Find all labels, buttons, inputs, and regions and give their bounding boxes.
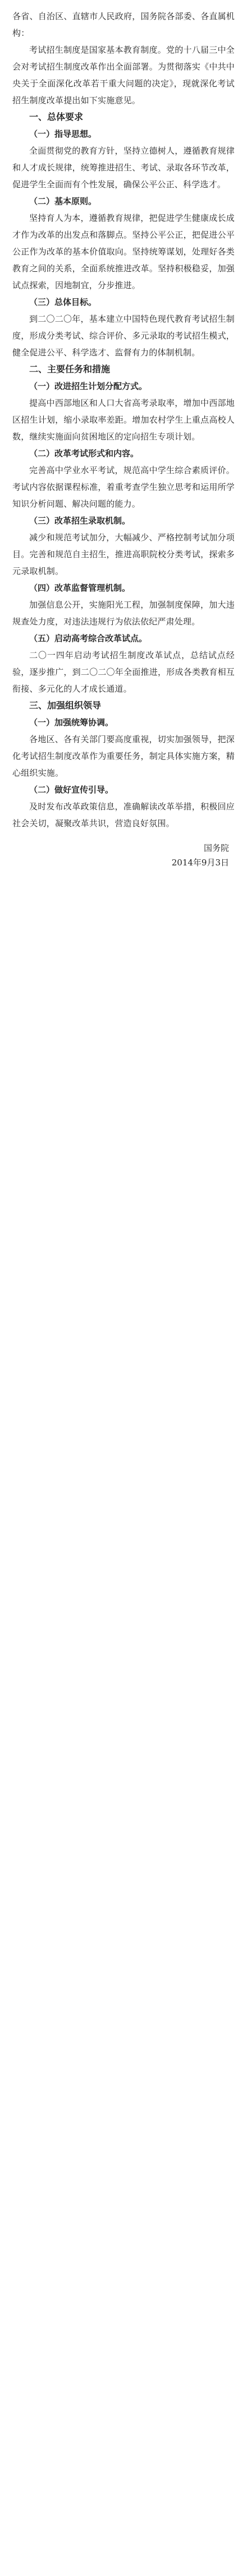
signature-date: 2014年9月3日 [171, 858, 229, 868]
section-heading: 一、总体要求 [29, 112, 84, 122]
subsection-heading: （一）改进招生计划分配方式。 [29, 381, 148, 391]
body-paragraph: 加强信息公开，实施阳光工程，加强制度保障，加大违规查处力度，对违法违规行为依法依纪严肃处理。 [12, 600, 235, 627]
address-line: 各省、自治区、直辖市人民政府，国务院各部委、各直属机构： [12, 11, 235, 38]
subsection-heading: （五）启动高考综合改革试点。 [29, 633, 148, 643]
subsection-heading: （二）改革考试形式和内容。 [29, 448, 139, 458]
intro [12, 41, 235, 109]
subsection-heading: （一）加强统筹协调。 [29, 717, 114, 728]
subsection-heading: （三）总体目标。 [29, 297, 97, 307]
body-paragraph: 完善高中学业水平考试，规范高中学生综合素质评价。考试内容依据课程标准，着重考查学生独立思考和运用所学知识分析问题、解决问题的能力。 [12, 465, 235, 509]
section-heading: 三、加强组织领导 [29, 700, 102, 711]
subsection-heading: （二）做好宣传引导。 [29, 785, 114, 795]
body-paragraph: 到二〇二〇年，基本建立中国特色现代教育考试招生制度，形成分类考试、综合评价、多元录取的考试招生模式，健全促进公平、科学选才、监督有力的体制机制。 [12, 314, 235, 358]
document-body [12, 109, 235, 832]
body-paragraph: 二〇一四年启动考试招生制度改革试点，总结试点经验，逐步推广，到二〇二〇年全面推进，形成各类教育相互衔接、多元化的人才成长通道。 [12, 650, 235, 694]
signature-org: 国务院 [203, 843, 229, 853]
subsection-heading: （三）改革招生录取机制。 [29, 516, 131, 526]
body-paragraph: 及时发布改革政策信息，准确解读改革举措，积极回应社会关切，凝聚改革共识，营造良好氛围。 [12, 801, 235, 828]
body-paragraph: 减少和规范考试加分，大幅减少、严格控制考试加分项目。完善和规范自主招生，推进高职院校分类考试，探索多元录取机制。 [12, 532, 235, 576]
signature-block [12, 841, 235, 870]
body-paragraph: 提高中西部地区和人口大省高考录取率，增加中西部地区招生计划，缩小录取率差距。增加农村学生上重点高校人数，继续实施面向贫困地区的定向招生专项计划。 [12, 398, 235, 442]
subsection-heading: （一）指导思想。 [29, 129, 97, 139]
subsection-heading: （二）基本原则。 [29, 196, 97, 206]
body-paragraph: 坚持育人为本，遵循教育规律，把促进学生健康成长成才作为改革的出发点和落脚点。坚持公平公正，把促进公平公正作为改革的基本价值取向。坚持统筹谋划，处理好各类教育之间的关系，全面系统推进改革。坚持积极稳妥，加强试点探索，因地制宜，分步推进。 [12, 213, 235, 290]
section-heading: 二、主要任务和措施 [29, 364, 111, 374]
intro-paragraph: 考试招生制度是国家基本教育制度。党的十八届三中全会对考试招生制度改革作出全面部署。为贯彻落实《中共中央关于全面深化改革若干重大问题的决定》，现就深化考试招生制度改革提出如下实施意见。 [12, 45, 235, 105]
subsection-heading: （四）改革监督管理机制。 [29, 583, 131, 593]
body-paragraph: 全面贯彻党的教育方针，坚持立德树人，遵循教育规律和人才成长规律，统筹推进招生、考试、录取各环节改革，促进学生全面而有个性发展，确保公平公正、科学选才。 [12, 146, 235, 189]
body-paragraph: 各地区、各有关部门要高度重视，切实加强领导，把深化考试招生制度改革作为重要任务，制定具体实施方案，精心组织实施。 [12, 734, 235, 778]
